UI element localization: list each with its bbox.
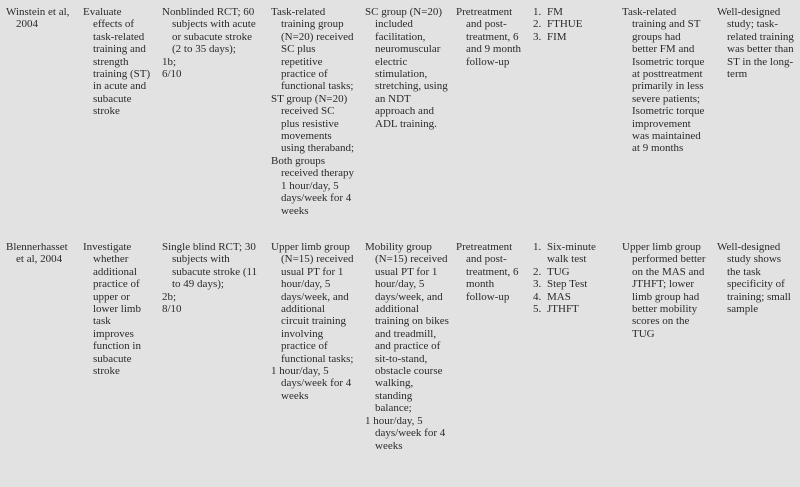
study-cell: [6, 6, 76, 31]
measure-item: 3. Step Test: [533, 278, 588, 291]
control-cell: [365, 6, 449, 130]
study-cell: [6, 241, 76, 266]
measures-cell: [533, 6, 618, 43]
design-cell: [162, 6, 262, 80]
timing-cell: [456, 241, 524, 303]
pedro-score: 8/10: [162, 303, 182, 316]
measures-list: [533, 241, 618, 315]
control-dosage: 1 hour/day, 5 days/week for 4 weeks: [365, 414, 446, 452]
evidence-level: 1b;: [162, 55, 177, 68]
measure-item: 3. FIM: [533, 30, 567, 43]
measure-item: 5. JTHFT: [533, 303, 579, 316]
control-group: Mobility group (N=15) received usual PT for 1 hour/day, 5 days/week, and additional training on bikes and treadmill, and practice of sit-to-stand, obstacle course walking, standing balance;: [365, 241, 449, 415]
experimental-group: Upper limb group (N=15) received usual PT for 1 hour/day, 5 days/week, and additional circuit training involving practice of functional tasks;: [271, 241, 354, 365]
design-cell: [162, 241, 262, 315]
comments-text: Well-designed study shows the task specificity of training; small sample: [717, 241, 791, 316]
measure-item: 2. TUG: [533, 265, 570, 278]
results-text: Upper limb group performed better on the MAS and JTHFT; lower limb group had better mobility scores on the TUG: [622, 241, 706, 340]
measure-item: 1. Six-minute walk test: [533, 241, 596, 266]
results-cell: [622, 241, 708, 340]
measures-list: [533, 6, 618, 43]
experimental-cell: [271, 6, 355, 217]
design-text: Single blind RCT; 30 subjects with subacute stroke (11 to 49 days);: [162, 241, 258, 291]
pedro-score: 6/10: [162, 68, 182, 81]
design-text: Nonblinded RCT; 60 subjects with acute or subacute stroke (2 to 35 days);: [162, 6, 256, 56]
purpose-cell: [83, 241, 153, 377]
experimental-group: ST group (N=20) received SC plus resistive movements using theraband;: [271, 92, 355, 155]
comments-cell: [717, 241, 797, 315]
measure-item: 4. MAS: [533, 290, 571, 303]
measures-cell: [533, 241, 618, 315]
measure-item: 1. FM: [533, 6, 563, 18]
results-text: Task-related training and ST groups had better FM and Isometric torque at posttreatment primarily in less severe patients; Isometric torque improvement was maintained at 9 months: [622, 6, 705, 155]
purpose-cell: [83, 6, 153, 118]
purpose-text: Evaluate effects of task-related training and strength training (ST) in acute and subacute stroke: [83, 6, 151, 118]
timing-text: Pretreatment and post-treatment, 6 and 9 month follow-up: [456, 6, 521, 68]
measure-item: 2. FTHUE: [533, 18, 583, 31]
study-text: Blennerhasset et al, 2004: [6, 241, 68, 266]
control-cell: [365, 241, 449, 452]
control-group: SC group (N=20) included facilitation, neuromuscular electric stimulation, stretching, using an NDT approach and ADL training.: [365, 6, 448, 130]
comments-text: Well-designed study; task-related training was better than ST in the long-term: [717, 6, 794, 81]
experimental-group: Task-related training group (N=20) received SC plus repetitive practice of functional tasks;: [271, 6, 354, 93]
experimental-dosage: 1 hour/day, 5 days/week for 4 weeks: [271, 365, 352, 402]
timing-text: Pretreatment and post-treatment, 6 month follow-up: [456, 241, 519, 303]
timing-cell: [456, 6, 524, 68]
experimental-dosage: Both groups received therapy 1 hour/day, 5 days/week for 4 weeks: [271, 154, 354, 217]
study-text: Winstein et al, 2004: [6, 6, 70, 31]
evidence-level: 2b;: [162, 290, 177, 303]
experimental-cell: [271, 241, 355, 402]
purpose-text: Investigate whether additional practice of upper or lower limb task improves function in subacute stroke: [83, 241, 141, 378]
results-cell: [622, 6, 708, 155]
comments-cell: [717, 6, 797, 80]
